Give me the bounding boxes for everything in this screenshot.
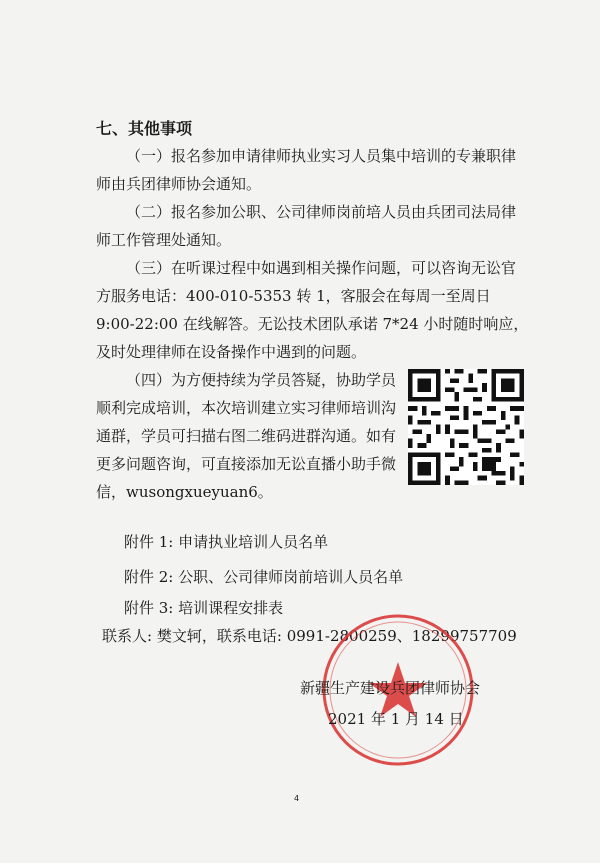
contact-line: 联系人: 樊文轲，联系电话: 0991-2800259、18299757709 <box>102 627 517 645</box>
item-3: （三）在听课过程中如遇到相关操作问题，可以咨询无讼官 方服务电话：400-010-5353 转 1，客服会在每周一至周日 9:00-22:00 在线解答。无讼技术团队承诺 7*24 小时随时响应， 及时处理律师在设备操作中遇到的问题。 <box>96 259 529 361</box>
item-4: （四）为方便持续为学员答疑，协助学员 顺利完成培训，本次培训建立实习律师培训沟 通群，学员可扫描右图二维码进群沟通。如有 更多问题咨询，可直接添加无讼直播小助手微 信，wusongxueyuan6。 <box>96 371 397 501</box>
section-heading: 七、其他事项 <box>96 119 193 138</box>
item-1: （一）报名参加申请律师执业实习人员集中培训的专兼职律 师由兵团律师协会通知。 <box>96 147 517 193</box>
page-number: 4 <box>294 794 300 803</box>
attachment-3: 附件 3: 培训课程安排表 <box>124 599 284 617</box>
organization-name: 新疆生产建设兵团律师协会 <box>300 679 481 697</box>
attachment-2: 附件 2: 公职、公司律师岗前培训人员名单 <box>124 568 404 586</box>
qr-code[interactable] <box>408 369 524 485</box>
document-date: 2021 年 1 月 14 日 <box>328 710 464 728</box>
item-2: （二）报名参加公职、公司律师岗前培人员由兵团司法局律 师工作管理处通知。 <box>96 203 517 249</box>
attachment-1: 附件 1: 申请执业培训人员名单 <box>124 533 329 551</box>
